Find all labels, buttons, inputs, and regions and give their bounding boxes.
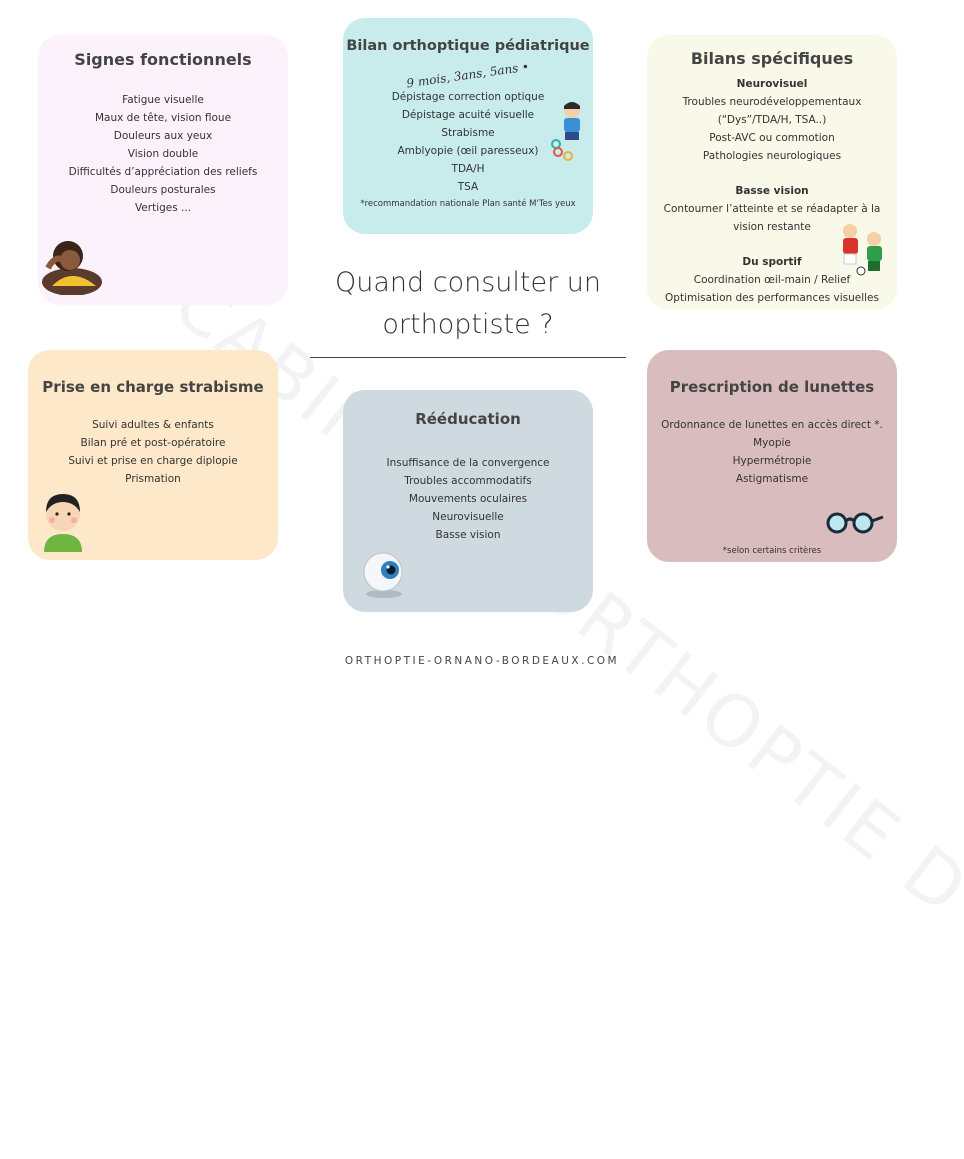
divider [310, 357, 626, 358]
list-item: TDA/H [451, 163, 485, 175]
soccer-players-illustration [835, 221, 891, 279]
card-signes-fonctionnels [38, 35, 288, 305]
list-item: Prismation [125, 473, 181, 485]
section-heading: Neurovisuel [736, 78, 808, 90]
list-item: Insuffisance de la convergence [386, 457, 550, 469]
card-title: Rééducation [415, 410, 521, 428]
list-item: Pathologies neurologiques [702, 150, 842, 162]
list-item: Douleurs aux yeux [113, 130, 213, 142]
list-item: Amblyopie (œil paresseux) [397, 145, 539, 157]
eyeball-illustration [361, 550, 407, 600]
list-item: Difficultés d’appréciation des reliefs [68, 166, 258, 178]
list-item: Maux de tête, vision floue [94, 112, 232, 124]
list-item: Vision double [127, 148, 199, 160]
tired-woman-illustration [38, 230, 103, 295]
list-item: Myopie [753, 437, 791, 449]
footer-website[interactable]: ORTHOPTIE-ORNANO-BORDEAUX.COM [344, 655, 620, 667]
page-title [310, 262, 626, 346]
child-playing-illustration [548, 100, 590, 162]
list-item: Post-AVC ou commotion [709, 132, 835, 144]
card-title: Bilan orthoptique pédiatrique [346, 38, 590, 54]
list-item: Dépistage acuité visuelle [401, 109, 535, 121]
list-item: Dépistage correction optique [391, 91, 545, 103]
page-title-line: Quand consulter un [334, 267, 601, 298]
list-item: Bilan pré et post-opératoire [80, 437, 226, 449]
card-title: Bilans spécifiques [690, 49, 854, 68]
list-item: (“Dys”/TDA/H, TSA..) [717, 114, 827, 126]
list-item: Fatigue visuelle [122, 94, 204, 106]
list-item: Basse vision [435, 529, 501, 541]
footnote: *selon certains critères [722, 546, 822, 556]
list-item: Douleurs posturales [110, 184, 216, 196]
card-reeducation [343, 390, 593, 612]
section-heading: Du sportif [742, 256, 802, 268]
list-item: Astigmatisme [735, 473, 809, 485]
list-item: Hypermétropie [732, 455, 812, 467]
boy-illustration [40, 488, 86, 552]
footnote: *recommandation nationale Plan santé M'Tes yeux [360, 199, 576, 209]
ages-label: 9 mois, 3ans, 5ans • [405, 59, 531, 91]
card-title: Prescription de lunettes [669, 378, 875, 396]
list-item: Troubles neurodéveloppementaux [682, 96, 862, 108]
page-title-line: orthoptiste ? [382, 309, 554, 340]
list-item: Ordonnance de lunettes en accès direct *. [661, 419, 883, 431]
list-item: Troubles accommodatifs [404, 475, 532, 487]
list-item: Neurovisuelle [432, 511, 504, 523]
list-item: TSA [457, 181, 479, 193]
list-item: vision restante [733, 221, 811, 233]
card-title: Prise en charge strabisme [42, 378, 264, 396]
card-bilans-specifiques [647, 35, 897, 310]
list-item: Suivi et prise en charge diplopie [68, 455, 238, 467]
glasses-icon [823, 510, 885, 536]
list-item: Vertiges ... [134, 202, 192, 214]
list-item: Coordination œil-main / Relief [693, 274, 851, 286]
list-item: Optimisation des performances visuelles [665, 292, 879, 304]
card-lunettes [647, 350, 897, 562]
card-strabisme [28, 350, 278, 560]
list-item: Strabisme [441, 127, 495, 139]
card-bilan-pediatrique [343, 18, 593, 234]
list-item: Mouvements oculaires [408, 493, 528, 505]
list-item: Suivi adultes & enfants [92, 419, 214, 431]
section-heading: Basse vision [735, 185, 809, 197]
list-item: Contourner l’atteinte et se réadapter à la [663, 203, 881, 215]
card-title: Signes fonctionnels [74, 50, 252, 69]
